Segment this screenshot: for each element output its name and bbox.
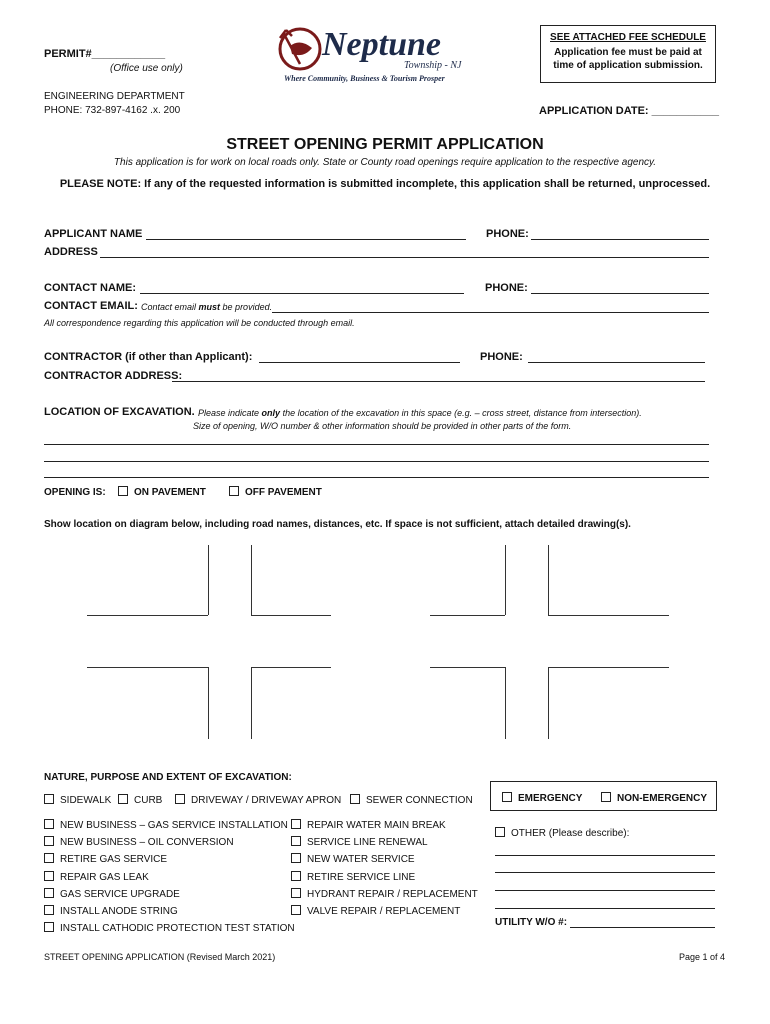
road-edge <box>548 615 669 616</box>
location-hint-2: Size of opening, W/O number & other information should be provided in other parts of the form. <box>193 421 572 431</box>
contractor-address-label: CONTRACTOR ADDRESS: <box>44 370 183 382</box>
off-pavement-checkbox[interactable]: OFF PAVEMENT <box>229 486 322 498</box>
contact-name-label: CONTACT NAME: <box>44 282 137 294</box>
contact-email-hint: Contact email must be provided. <box>141 302 273 312</box>
checkbox-icon <box>229 486 239 496</box>
checkbox-icon <box>44 905 54 915</box>
oil-conversion-checkbox[interactable]: NEW BUSINESS – OIL CONVERSION <box>44 836 234 848</box>
road-edge <box>430 667 505 668</box>
other-line-2[interactable] <box>495 872 715 873</box>
permit-number-label: PERMIT#____________ <box>44 48 166 60</box>
checkbox-icon <box>118 794 128 804</box>
office-use-note: (Office use only) <box>110 63 183 74</box>
new-water-service-checkbox[interactable]: NEW WATER SERVICE <box>291 853 415 865</box>
logo-tagline: Where Community, Business & Tourism Prosper <box>284 74 445 83</box>
checkbox-icon <box>291 853 301 863</box>
checkbox-icon <box>44 819 54 829</box>
checkbox-icon <box>495 827 505 837</box>
footer-revision: STREET OPENING APPLICATION (Revised March 2021) <box>44 952 276 962</box>
sewer-connection-checkbox[interactable]: SEWER CONNECTION <box>350 794 473 806</box>
non-emergency-checkbox[interactable]: NON-EMERGENCY <box>601 792 707 804</box>
road-edge <box>430 615 505 616</box>
road-edge <box>251 545 252 615</box>
utility-wo-label: UTILITY W/O #: <box>495 917 568 928</box>
retire-service-line-checkbox[interactable]: RETIRE SERVICE LINE <box>291 871 415 883</box>
contractor-name-label: CONTRACTOR (if other than Applicant): <box>44 351 253 363</box>
repair-gas-leak-checkbox[interactable]: REPAIR GAS LEAK <box>44 871 149 883</box>
applicant-phone-label: PHONE: <box>486 228 529 240</box>
applicant-address-field[interactable] <box>100 257 709 258</box>
other-line-3[interactable] <box>495 890 715 891</box>
road-edge <box>548 667 669 668</box>
gas-upgrade-checkbox[interactable]: GAS SERVICE UPGRADE <box>44 888 180 900</box>
contact-email-field[interactable] <box>272 312 709 313</box>
hydrant-repair-checkbox[interactable]: HYDRANT REPAIR / REPLACEMENT <box>291 888 478 900</box>
road-edge <box>251 667 331 668</box>
checkbox-icon <box>44 922 54 932</box>
checkbox-icon <box>291 888 301 898</box>
valve-repair-checkbox[interactable]: VALVE REPAIR / REPLACEMENT <box>291 905 460 917</box>
fee-line-2: time of application submission. <box>553 60 703 71</box>
applicant-address-label: ADDRESS <box>44 246 98 258</box>
checkbox-icon <box>291 836 301 846</box>
road-edge <box>548 667 549 739</box>
checkbox-icon <box>44 888 54 898</box>
logo-subtitle: Township - NJ <box>404 60 462 71</box>
contact-name-field[interactable] <box>140 293 464 294</box>
application-date: APPLICATION DATE: ___________ <box>539 105 719 117</box>
road-edge <box>251 615 331 616</box>
utility-wo-field[interactable] <box>570 927 715 928</box>
nature-title: NATURE, PURPOSE AND EXTENT OF EXCAVATION: <box>44 772 292 783</box>
checkbox-icon <box>44 871 54 881</box>
page-subtitle: This application is for work on local roads only. State or County road openings require application to the respective agency. <box>113 157 657 168</box>
location-line-3[interactable] <box>44 477 709 478</box>
logo-wordmark: Neptune <box>322 26 441 63</box>
other-line-4[interactable] <box>495 908 715 909</box>
department-phone: PHONE: 732-897-4162 .x. 200 <box>44 105 181 116</box>
cathodic-test-checkbox[interactable]: INSTALL CATHODIC PROTECTION TEST STATION <box>44 922 295 934</box>
correspondence-note: All correspondence regarding this application will be conducted through email. <box>44 318 355 328</box>
location-line-2[interactable] <box>44 461 709 462</box>
checkbox-icon <box>350 794 360 804</box>
sidewalk-checkbox[interactable]: SIDEWALK <box>44 794 111 806</box>
road-edge <box>208 667 209 739</box>
retire-gas-checkbox[interactable]: RETIRE GAS SERVICE <box>44 853 167 865</box>
trident-seal-icon <box>274 24 326 74</box>
road-edge <box>251 667 252 739</box>
page-title: STREET OPENING PERMIT APPLICATION <box>226 136 544 153</box>
checkbox-icon <box>44 794 54 804</box>
contractor-phone-label: PHONE: <box>480 351 523 363</box>
checkbox-icon <box>502 792 512 802</box>
contractor-phone-field[interactable] <box>528 362 705 363</box>
curb-checkbox[interactable]: CURB <box>118 794 162 806</box>
checkbox-icon <box>291 905 301 915</box>
contractor-address-field[interactable] <box>172 381 705 382</box>
neptune-logo <box>274 24 474 86</box>
road-edge <box>505 545 506 615</box>
emergency-checkbox[interactable]: EMERGENCY <box>502 792 582 804</box>
location-line-1[interactable] <box>44 444 709 445</box>
gas-install-checkbox[interactable]: NEW BUSINESS – GAS SERVICE INSTALLATION <box>44 819 288 831</box>
contact-phone-field[interactable] <box>531 293 709 294</box>
department-name: ENGINEERING DEPARTMENT <box>44 91 185 102</box>
location-label: LOCATION OF EXCAVATION. <box>44 406 195 418</box>
checkbox-icon <box>291 871 301 881</box>
applicant-phone-field[interactable] <box>531 239 709 240</box>
road-edge <box>87 667 208 668</box>
fee-title: SEE ATTACHED FEE SCHEDULE <box>550 32 706 43</box>
checkbox-icon <box>44 836 54 846</box>
opening-label: OPENING IS: <box>44 487 106 498</box>
road-edge <box>87 615 208 616</box>
checkbox-icon <box>291 819 301 829</box>
checkbox-icon <box>118 486 128 496</box>
checkbox-icon <box>601 792 611 802</box>
other-checkbox[interactable]: OTHER (Please describe): <box>495 827 629 839</box>
checkbox-icon <box>44 853 54 863</box>
location-hint: Please indicate only the location of the excavation in this space (e.g. – cross street, distance from intersection). <box>198 408 642 418</box>
fee-schedule-box <box>540 25 716 83</box>
fee-line-1: Application fee must be paid at <box>554 47 702 58</box>
on-pavement-checkbox[interactable]: ON PAVEMENT <box>118 486 206 498</box>
water-main-checkbox[interactable]: REPAIR WATER MAIN BREAK <box>291 819 446 831</box>
checkbox-icon <box>175 794 185 804</box>
page-number: Page 1 of 4 <box>679 952 726 962</box>
contractor-name-field[interactable] <box>259 362 460 363</box>
service-line-renewal-checkbox[interactable]: SERVICE LINE RENEWAL <box>291 836 428 848</box>
contact-phone-label: PHONE: <box>485 282 528 294</box>
applicant-name-label: APPLICANT NAME <box>44 228 143 240</box>
applicant-name-field[interactable] <box>146 239 466 240</box>
road-edge <box>548 545 549 615</box>
driveway-checkbox[interactable]: DRIVEWAY / DRIVEWAY APRON <box>175 794 341 806</box>
incomplete-note: PLEASE NOTE: If any of the requested information is submitted incomplete, this application shall be returned, unprocessed. <box>59 178 711 190</box>
diagram-instruction: Show location on diagram below, including road names, distances, etc. If space is not sufficient, attach detailed drawing(s). <box>44 519 631 530</box>
road-edge <box>505 667 506 739</box>
road-edge <box>208 545 209 615</box>
contact-email-label: CONTACT EMAIL: <box>44 300 138 312</box>
anode-string-checkbox[interactable]: INSTALL ANODE STRING <box>44 905 178 917</box>
other-line-1[interactable] <box>495 855 715 856</box>
